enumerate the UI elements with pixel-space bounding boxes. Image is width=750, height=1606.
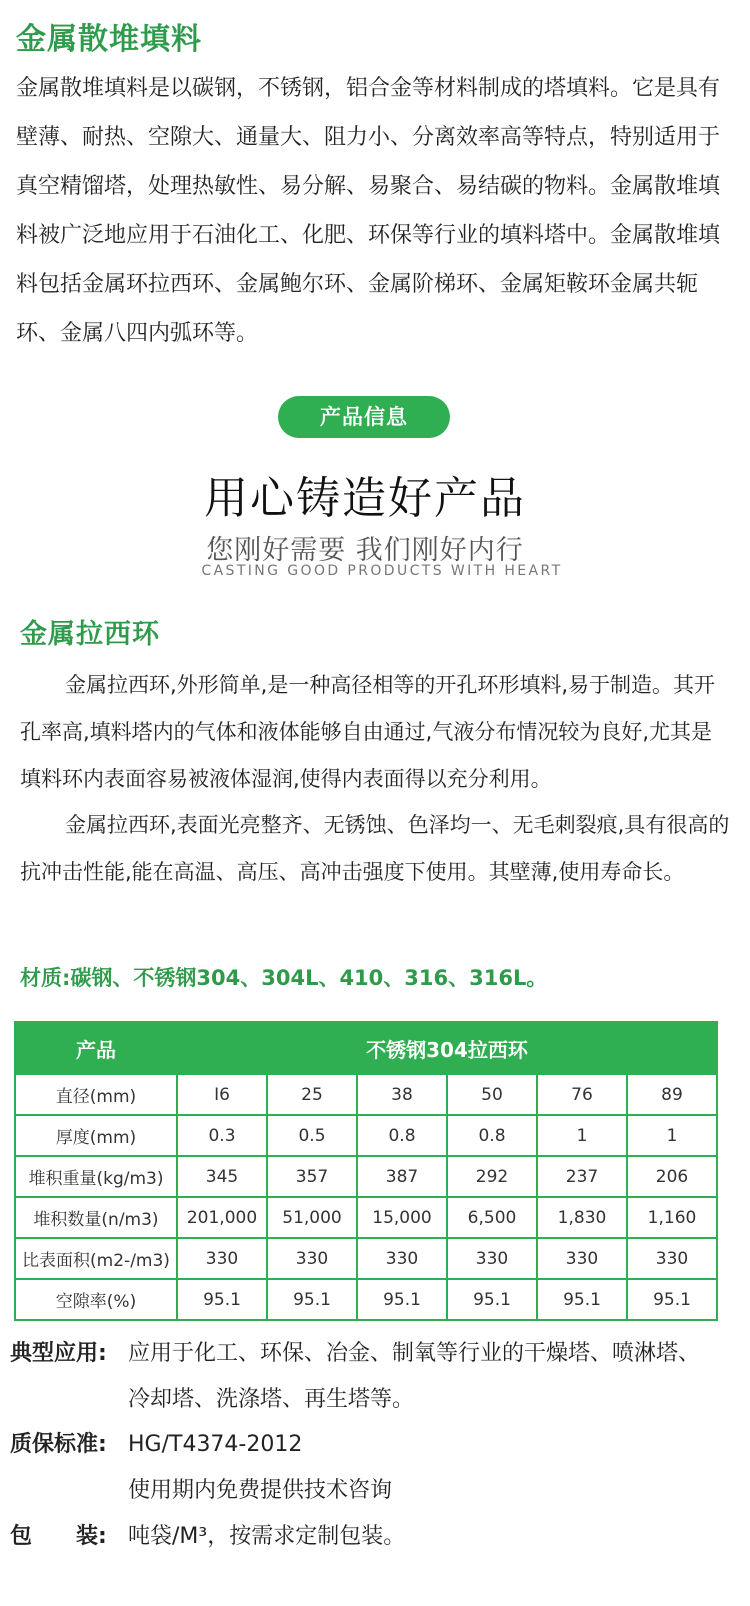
slogan-english: CASTING GOOD PRODUCTS WITH HEART	[201, 563, 563, 579]
product-title: 金属拉西环	[20, 619, 160, 650]
table-cell: 0.8	[357, 1115, 447, 1156]
product-info-pill: 产品信息	[278, 396, 450, 438]
table-header-model: 不锈钢304拉西环	[177, 1022, 717, 1074]
application-label: 典型应用:	[10, 1341, 107, 1366]
table-cell: 201,000	[177, 1197, 267, 1238]
table-row-label: 堆积重量(kg/m3)	[15, 1156, 177, 1197]
quality-note: 使用期内免费提供技术咨询	[128, 1478, 393, 1503]
slogan-main: 用心铸造好产品	[204, 473, 526, 524]
table-cell: 95.1	[627, 1279, 717, 1320]
table-cell: 206	[627, 1156, 717, 1197]
table-cell: 292	[447, 1156, 537, 1197]
table-row-label: 比表面积(m2-/m3)	[15, 1238, 177, 1279]
product-paragraph-1	[20, 662, 730, 803]
table-cell: 1,830	[537, 1197, 627, 1238]
table-header-product: 产品	[15, 1022, 177, 1074]
table-cell: 1	[537, 1115, 627, 1156]
table-cell: 237	[537, 1156, 627, 1197]
spec-table	[14, 1021, 718, 1321]
table-cell: 50	[447, 1074, 537, 1115]
table-cell: 0.3	[177, 1115, 267, 1156]
table-row-label: 直径(mm)	[15, 1074, 177, 1115]
table-cell: 25	[267, 1074, 357, 1115]
packaging-value: 吨袋/M³，按需求定制包装。	[128, 1524, 406, 1549]
table-cell: 330	[627, 1238, 717, 1279]
quality-standard: HG/T4374-2012	[128, 1432, 303, 1457]
table-cell: 95.1	[177, 1279, 267, 1320]
table-cell: 95.1	[357, 1279, 447, 1320]
table-cell: 357	[267, 1156, 357, 1197]
table-row	[15, 1074, 717, 1115]
table-row	[15, 1156, 717, 1197]
table-row	[15, 1238, 717, 1279]
table-cell: 387	[357, 1156, 447, 1197]
application-value-1: 应用于化工、环保、冶金、制氧等行业的干燥塔、喷淋塔、	[128, 1341, 701, 1366]
table-cell: 95.1	[267, 1279, 357, 1320]
table-row	[15, 1115, 717, 1156]
product-paragraph-2-text: 金属拉西环,表面光亮整齐、无锈蚀、色泽均一、无毛刺裂痕,具有很高的抗冲击性能,能在高温、高压、高冲击强度下使用。其壁薄,使用寿命长。	[20, 813, 730, 884]
table-cell: 15,000	[357, 1197, 447, 1238]
packaging-row	[10, 1514, 405, 1560]
table-row-label: 堆积数量(n/m3)	[15, 1197, 177, 1238]
packaging-label: 包 装:	[10, 1524, 107, 1549]
table-row	[15, 1279, 717, 1320]
application-row	[10, 1331, 700, 1377]
table-cell: 0.5	[267, 1115, 357, 1156]
table-cell: 330	[447, 1238, 537, 1279]
table-cell: 6,500	[447, 1197, 537, 1238]
intro-title: 金属散堆填料	[16, 22, 202, 57]
intro-paragraph: 金属散堆填料是以碳钢，不锈钢，铝合金等材料制成的塔填料。它是具有壁薄、耐热、空隙大、通量大、阻力小、分离效率高等特点，特别适用于真空精馏塔，处理热敏性、易分解、易聚合、易结碳的物料。金属散堆填料被广泛地应用于石油化工、化肥、环保等行业的填料塔中。金属散堆填料包括金属环拉西环、金属鲍尔环、金属阶梯环、金属矩鞍环金属共轭环、金属八四内弧环等。	[16, 76, 721, 346]
quality-label: 质保标准:	[10, 1432, 107, 1457]
application-value-2: 冷却塔、洗涤塔、再生塔等。	[128, 1387, 415, 1412]
table-cell: 0.8	[447, 1115, 537, 1156]
table-cell: 330	[357, 1238, 447, 1279]
slogan-sub: 您刚好需要 我们刚好内行	[206, 535, 524, 566]
table-row	[15, 1197, 717, 1238]
table-row-label: 厚度(mm)	[15, 1115, 177, 1156]
table-cell: 1	[627, 1115, 717, 1156]
table-cell: 76	[537, 1074, 627, 1115]
table-cell: 345	[177, 1156, 267, 1197]
quality-row	[10, 1422, 302, 1468]
table-row-label: 空隙率(%)	[15, 1279, 177, 1320]
material-line: 材质:碳钢、不锈钢304、304L、410、316、316L。	[20, 966, 548, 990]
table-cell: I6	[177, 1074, 267, 1115]
table-cell: 1,160	[627, 1197, 717, 1238]
table-header-row	[15, 1022, 717, 1074]
table-cell: 38	[357, 1074, 447, 1115]
table-cell: 51,000	[267, 1197, 357, 1238]
table-cell: 330	[267, 1238, 357, 1279]
product-paragraph-2	[20, 802, 730, 896]
product-paragraph-1-text: 金属拉西环,外形简单,是一种高径相等的开孔环形填料,易于制造。其开孔率高,填料塔内的气体和液体能够自由通过,气液分布情况较为良好,尤其是填料环内表面容易被液体湿润,使得内表面得以充分利用。	[20, 673, 716, 791]
table-cell: 330	[177, 1238, 267, 1279]
table-cell: 95.1	[447, 1279, 537, 1320]
table-cell: 89	[627, 1074, 717, 1115]
table-cell: 95.1	[537, 1279, 627, 1320]
table-cell: 330	[537, 1238, 627, 1279]
